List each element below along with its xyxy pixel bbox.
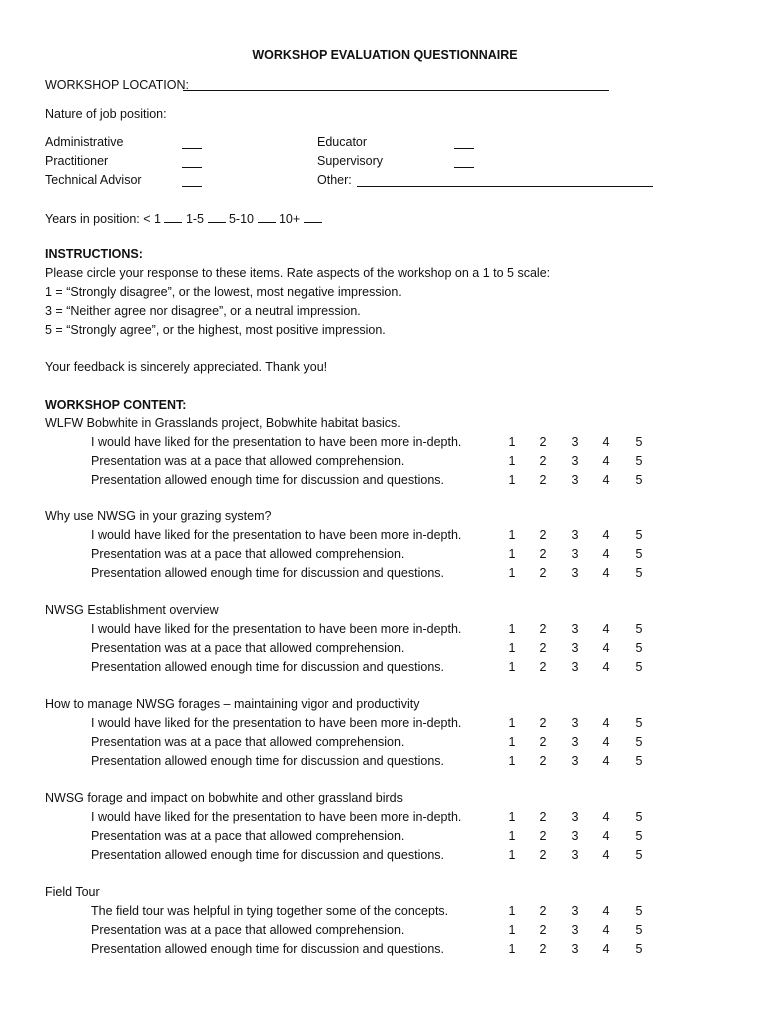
rating-option-5[interactable]: 5 xyxy=(635,641,643,655)
years-1-5-blank[interactable] xyxy=(208,210,226,223)
question-text: I would have liked for the presentation to have been more in-depth. xyxy=(91,810,462,824)
rating-option-4[interactable]: 4 xyxy=(602,829,610,843)
rating-option-1[interactable]: 1 xyxy=(508,942,516,956)
position-other-field[interactable] xyxy=(357,174,653,187)
rating-option-5[interactable]: 5 xyxy=(635,848,643,862)
section-title: NWSG forage and impact on bobwhite and other grassland birds xyxy=(45,791,403,805)
rating-option-2[interactable]: 2 xyxy=(539,904,547,918)
years-option-5-10: 5-10 xyxy=(228,212,255,226)
rating-option-5[interactable]: 5 xyxy=(635,810,643,824)
years-option-10-plus: 10+ xyxy=(278,212,301,226)
rating-option-2[interactable]: 2 xyxy=(539,547,547,561)
content-heading: WORKSHOP CONTENT: xyxy=(45,398,187,412)
rating-option-3[interactable]: 3 xyxy=(571,473,579,487)
rating-option-4[interactable]: 4 xyxy=(602,942,610,956)
rating-option-4[interactable]: 4 xyxy=(602,528,610,542)
rating-option-4[interactable]: 4 xyxy=(602,904,610,918)
rating-option-3[interactable]: 3 xyxy=(571,848,579,862)
rating-option-3[interactable]: 3 xyxy=(571,942,579,956)
question-text: Presentation was at a pace that allowed comprehension. xyxy=(91,547,405,561)
question-text: Presentation was at a pace that allowed comprehension. xyxy=(91,923,405,937)
rating-option-3[interactable]: 3 xyxy=(571,754,579,768)
rating-option-2[interactable]: 2 xyxy=(539,754,547,768)
rating-option-4[interactable]: 4 xyxy=(602,754,610,768)
rating-option-2[interactable]: 2 xyxy=(539,528,547,542)
question-text: Presentation was at a pace that allowed comprehension. xyxy=(91,735,405,749)
question-text: I would have liked for the presentation to have been more in-depth. xyxy=(91,435,462,449)
rating-option-3[interactable]: 3 xyxy=(571,454,579,468)
rating-option-4[interactable]: 4 xyxy=(602,810,610,824)
rating-option-1[interactable]: 1 xyxy=(508,528,516,542)
section-title: How to manage NWSG forages – maintaining vigor and productivity xyxy=(45,697,420,711)
rating-option-1[interactable]: 1 xyxy=(508,566,516,580)
rating-option-2[interactable]: 2 xyxy=(539,473,547,487)
rating-option-4[interactable]: 4 xyxy=(602,454,610,468)
instructions-line: 3 = “Neither agree nor disagree”, or a neutral impression. xyxy=(45,304,361,318)
rating-option-5[interactable]: 5 xyxy=(635,473,643,487)
question-text: Presentation allowed enough time for discussion and questions. xyxy=(91,566,444,580)
rating-option-3[interactable]: 3 xyxy=(571,904,579,918)
question-text: I would have liked for the presentation to have been more in-depth. xyxy=(91,622,462,636)
rating-option-2[interactable]: 2 xyxy=(539,810,547,824)
rating-option-5[interactable]: 5 xyxy=(635,716,643,730)
question-text: Presentation was at a pace that allowed comprehension. xyxy=(91,641,405,655)
rating-option-1[interactable]: 1 xyxy=(508,473,516,487)
rating-option-5[interactable]: 5 xyxy=(635,566,643,580)
question-text: Presentation was at a pace that allowed comprehension. xyxy=(91,829,405,843)
section-title: Why use NWSG in your grazing system? xyxy=(45,509,272,523)
instructions-heading: INSTRUCTIONS: xyxy=(45,247,143,261)
question-text: I would have liked for the presentation to have been more in-depth. xyxy=(91,716,462,730)
thanks-note: Your feedback is sincerely appreciated. Thank you! xyxy=(45,360,328,374)
rating-option-4[interactable]: 4 xyxy=(602,435,610,449)
rating-option-1[interactable]: 1 xyxy=(508,435,516,449)
rating-option-5[interactable]: 5 xyxy=(635,547,643,561)
position-practitioner-label: Practitioner xyxy=(45,154,109,168)
position-supervisory-blank[interactable] xyxy=(454,155,474,168)
rating-option-2[interactable]: 2 xyxy=(539,566,547,580)
years-in-position xyxy=(45,210,322,227)
rating-option-1[interactable]: 1 xyxy=(508,454,516,468)
rating-option-2[interactable]: 2 xyxy=(539,622,547,636)
rating-option-2[interactable]: 2 xyxy=(539,716,547,730)
rating-option-3[interactable]: 3 xyxy=(571,566,579,580)
rating-option-4[interactable]: 4 xyxy=(602,473,610,487)
nature-label: Nature of job position: xyxy=(45,107,167,121)
rating-option-3[interactable]: 3 xyxy=(571,622,579,636)
rating-option-2[interactable]: 2 xyxy=(539,435,547,449)
rating-option-2[interactable]: 2 xyxy=(539,735,547,749)
rating-option-5[interactable]: 5 xyxy=(635,829,643,843)
years-5-10-blank[interactable] xyxy=(258,210,276,223)
position-educator-blank[interactable] xyxy=(454,136,474,149)
rating-option-5[interactable]: 5 xyxy=(635,528,643,542)
rating-option-4[interactable]: 4 xyxy=(602,622,610,636)
question-text: Presentation allowed enough time for discussion and questions. xyxy=(91,473,444,487)
rating-option-5[interactable]: 5 xyxy=(635,942,643,956)
rating-option-5[interactable]: 5 xyxy=(635,735,643,749)
rating-option-5[interactable]: 5 xyxy=(635,904,643,918)
position-practitioner-blank[interactable] xyxy=(182,155,202,168)
rating-option-3[interactable]: 3 xyxy=(571,547,579,561)
position-technical-advisor-label: Technical Advisor xyxy=(45,173,142,187)
rating-option-2[interactable]: 2 xyxy=(539,942,547,956)
question-text: Presentation was at a pace that allowed comprehension. xyxy=(91,454,405,468)
rating-option-3[interactable]: 3 xyxy=(571,435,579,449)
rating-option-5[interactable]: 5 xyxy=(635,754,643,768)
question-text: I would have liked for the presentation to have been more in-depth. xyxy=(91,528,462,542)
rating-option-4[interactable]: 4 xyxy=(602,660,610,674)
rating-option-4[interactable]: 4 xyxy=(602,641,610,655)
rating-option-1[interactable]: 1 xyxy=(508,716,516,730)
rating-option-5[interactable]: 5 xyxy=(635,660,643,674)
location-label: WORKSHOP LOCATION: xyxy=(45,78,190,92)
rating-option-4[interactable]: 4 xyxy=(602,735,610,749)
position-administrative-blank[interactable] xyxy=(182,136,202,149)
question-text: Presentation allowed enough time for discussion and questions. xyxy=(91,848,444,862)
rating-option-1[interactable]: 1 xyxy=(508,923,516,937)
rating-option-3[interactable]: 3 xyxy=(571,810,579,824)
position-supervisory-label: Supervisory xyxy=(317,154,383,168)
rating-option-1[interactable]: 1 xyxy=(508,735,516,749)
rating-option-1[interactable]: 1 xyxy=(508,660,516,674)
rating-option-4[interactable]: 4 xyxy=(602,547,610,561)
rating-option-1[interactable]: 1 xyxy=(508,754,516,768)
rating-option-1[interactable]: 1 xyxy=(508,622,516,636)
rating-option-3[interactable]: 3 xyxy=(571,641,579,655)
rating-option-4[interactable]: 4 xyxy=(602,848,610,862)
rating-option-4[interactable]: 4 xyxy=(602,566,610,580)
form-title: WORKSHOP EVALUATION QUESTIONNAIRE xyxy=(252,48,518,62)
rating-option-1[interactable]: 1 xyxy=(508,848,516,862)
position-other-label: Other: xyxy=(317,173,352,187)
section-title: Field Tour xyxy=(45,885,100,899)
rating-option-2[interactable]: 2 xyxy=(539,923,547,937)
rating-option-3[interactable]: 3 xyxy=(571,528,579,542)
years-option-under-1: < 1 xyxy=(143,212,161,226)
position-educator-label: Educator xyxy=(317,135,368,149)
section-title: WLFW Bobwhite in Grasslands project, Bobwhite habitat basics. xyxy=(45,416,401,430)
rating-option-3[interactable]: 3 xyxy=(571,829,579,843)
location-field[interactable] xyxy=(183,78,609,91)
question-text: Presentation allowed enough time for discussion and questions. xyxy=(91,942,444,956)
rating-option-3[interactable]: 3 xyxy=(571,660,579,674)
question-text: Presentation allowed enough time for discussion and questions. xyxy=(91,660,444,674)
rating-option-2[interactable]: 2 xyxy=(539,848,547,862)
position-technical-advisor-blank[interactable] xyxy=(182,174,202,187)
years-option-1-5: 1-5 xyxy=(185,212,205,226)
years-10-plus-blank[interactable] xyxy=(304,210,322,223)
rating-option-2[interactable]: 2 xyxy=(539,641,547,655)
rating-option-3[interactable]: 3 xyxy=(571,923,579,937)
rating-option-2[interactable]: 2 xyxy=(539,660,547,674)
rating-option-3[interactable]: 3 xyxy=(571,735,579,749)
years-under-1-blank[interactable] xyxy=(164,210,182,223)
question-text: The field tour was helpful in tying together some of the concepts. xyxy=(91,904,449,918)
instructions-line: 1 = “Strongly disagree”, or the lowest, most negative impression. xyxy=(45,285,402,299)
rating-option-4[interactable]: 4 xyxy=(602,716,610,730)
instructions-line: 5 = “Strongly agree”, or the highest, most positive impression. xyxy=(45,323,386,337)
rating-option-2[interactable]: 2 xyxy=(539,454,547,468)
rating-option-5[interactable]: 5 xyxy=(635,435,643,449)
rating-option-1[interactable]: 1 xyxy=(508,547,516,561)
rating-option-5[interactable]: 5 xyxy=(635,923,643,937)
rating-option-1[interactable]: 1 xyxy=(508,829,516,843)
rating-option-4[interactable]: 4 xyxy=(602,923,610,937)
rating-option-3[interactable]: 3 xyxy=(571,716,579,730)
position-administrative-label: Administrative xyxy=(45,135,124,149)
rating-option-5[interactable]: 5 xyxy=(635,622,643,636)
section-title: NWSG Establishment overview xyxy=(45,603,219,617)
years-prefix: Years in position: xyxy=(45,212,140,226)
question-text: Presentation allowed enough time for discussion and questions. xyxy=(91,754,444,768)
rating-option-1[interactable]: 1 xyxy=(508,810,516,824)
instructions-line: Please circle your response to these items. Rate aspects of the workshop on a 1 to 5 scale: xyxy=(45,266,551,280)
rating-option-5[interactable]: 5 xyxy=(635,454,643,468)
rating-option-2[interactable]: 2 xyxy=(539,829,547,843)
rating-option-1[interactable]: 1 xyxy=(508,641,516,655)
rating-option-1[interactable]: 1 xyxy=(508,904,516,918)
